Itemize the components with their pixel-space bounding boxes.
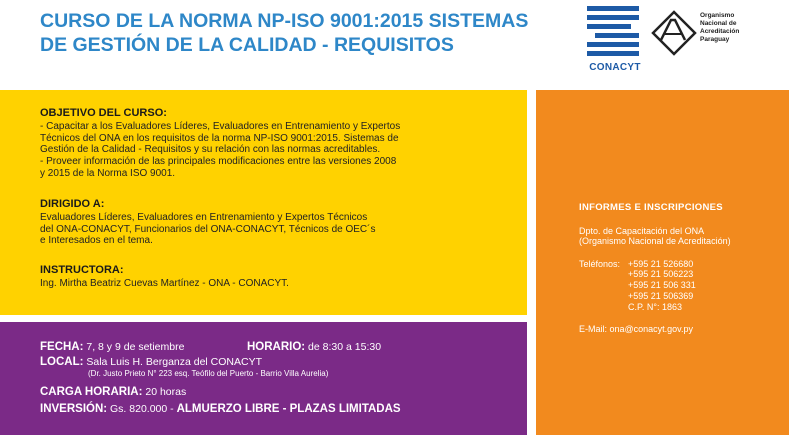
contact-dept-line1: Dpto. de Capacitación del ONA (579, 226, 705, 236)
ona-logo-text: Organismo Nacional de Acreditación Paraguay (700, 12, 740, 43)
horario-value: de 8:30 a 15:30 (305, 341, 382, 353)
objetivo-line: - Proveer información de las principales modificaciones entre las versiones 2008 (40, 156, 397, 168)
objetivo-line: Técnicos del ONA en los requisitos de la norma NP-ISO 9001:2015. Sistemas de (40, 132, 399, 144)
header (0, 0, 789, 90)
local-label: LOCAL: (40, 356, 84, 368)
title-line-2: DE GESTIÓN DE LA CALIDAD - REQUISITOS (40, 34, 454, 56)
fecha-row (40, 341, 184, 353)
objetivo-heading: OBJETIVO DEL CURSO: (40, 107, 167, 119)
conacyt-logo-icon (587, 6, 639, 62)
objetivo-section (40, 108, 400, 180)
inversion-label: INVERSIÓN: (40, 403, 108, 415)
phone-number[interactable]: +595 21 506 331 (628, 280, 696, 290)
dirigido-line: del ONA-CONACYT, Funcionarios del ONA-CONACYT, Técnicos de OEC´s (40, 223, 376, 235)
local-row (40, 356, 262, 368)
title-line-1: CURSO DE LA NORMA NP-ISO 9001:2015 SISTEMAS (40, 10, 529, 32)
contact-email[interactable]: E-Mail: ona@conacyt.gov.py (579, 324, 694, 334)
dirigido-line: Evaluadores Líderes, Evaluadores en Entrenamiento y Expertos Técnicos (40, 211, 368, 223)
dirigido-heading: DIRIGIDO A: (40, 198, 105, 210)
course-title (40, 9, 580, 57)
phone-number[interactable]: +595 21 506223 (628, 269, 694, 279)
fecha-label: FECHA: (40, 341, 84, 353)
fecha-value: 7, 8 y 9 de setiembre (83, 341, 185, 353)
local-address: (Dr. Justo Prieto N° 223 esq. Teófilo del Puerto - Barrio Villa Aurelia) (88, 369, 329, 378)
horario-row (247, 341, 381, 353)
dirigido-line: e Interesados en el tema. (40, 235, 153, 247)
instructora-heading: INSTRUCTORA: (40, 264, 124, 276)
instructora-name: Ing. Mirtha Beatriz Cuevas Martínez - ONA - CONACYT. (40, 277, 289, 289)
carga-value: 20 horas (142, 386, 187, 398)
instructora-section (40, 265, 289, 290)
dirigido-section (40, 199, 375, 247)
local-value: Sala Luis H. Berganza del CONACYT (83, 356, 263, 368)
objetivo-line: Gestión de la Calidad - Requisitos y su relación con las normas acreditables. (40, 144, 381, 156)
phones-label: Teléfonos: (579, 259, 621, 269)
objetivo-line: y 2015 de la Norma ISO 9001. (40, 167, 176, 179)
ona-logo-icon (649, 8, 699, 58)
carga-label: CARGA HORARIA: (40, 386, 143, 398)
phone-number[interactable]: +595 21 506369 (628, 291, 694, 301)
inversion-value: Gs. 820.000 - (107, 403, 177, 415)
phone-number[interactable]: +595 21 526680 (628, 259, 694, 269)
inversion-extra: ALMUERZO LIBRE - PLAZAS LIMITADAS (176, 403, 401, 415)
inversion-row (40, 403, 401, 415)
contact-heading: INFORMES E INSCRIPCIONES (579, 202, 723, 213)
objetivo-line: - Capacitar a los Evaluadores Líderes, Evaluadores en Entrenamiento y Expertos (40, 120, 401, 132)
purple-details-panel (0, 322, 527, 435)
contact-dept-line2: (Organismo Nacional de Acreditación) (579, 236, 731, 246)
horario-label: HORARIO: (247, 341, 306, 353)
conacyt-logo-text: CONACYT (589, 62, 641, 73)
carga-row (40, 386, 186, 398)
postal-code: C.P. N°: 1863 (628, 302, 682, 312)
